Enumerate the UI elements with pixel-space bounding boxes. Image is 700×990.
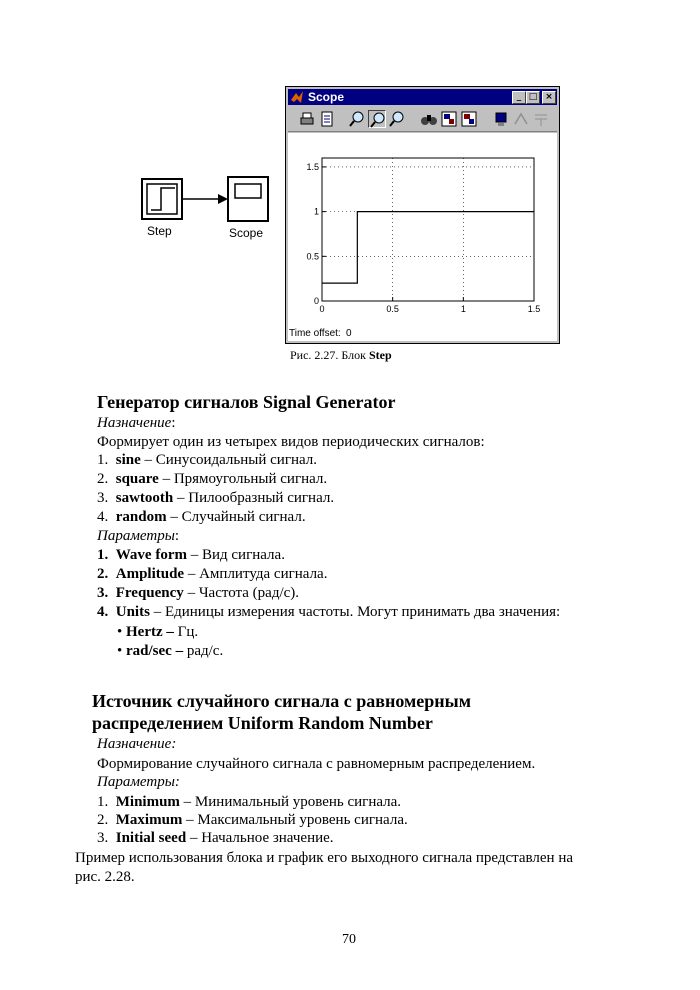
section1-title: Генератор сигналов Signal Generator <box>97 392 396 412</box>
list-item <box>97 566 327 583</box>
zoom-x-icon[interactable] <box>368 110 386 128</box>
list-desc: – Единицы измерения частоты. Могут принимать два значения: <box>149 604 561 620</box>
list-num: 3. <box>97 490 109 506</box>
section2-title-line2: распределением Uniform Random Number <box>92 713 433 733</box>
scope-chart <box>288 133 557 323</box>
section1-params-label <box>97 528 179 545</box>
minimize-button[interactable]: _ <box>512 91 526 104</box>
scope-window <box>285 86 560 344</box>
scope-label: Scope <box>229 226 264 240</box>
list-desc: – Случайный сигнал. <box>166 509 306 525</box>
list-item <box>97 452 317 469</box>
save-axes-icon[interactable] <box>440 110 458 128</box>
list-item <box>117 624 198 641</box>
close-button[interactable]: × <box>542 91 556 104</box>
x-tick-label: 1.5 <box>527 304 541 314</box>
section2-purpose-label: Назначение: <box>97 736 177 752</box>
params-icon[interactable] <box>318 110 336 128</box>
list-num: 4. <box>97 509 109 525</box>
restore-axes-icon[interactable] <box>460 110 478 128</box>
y-tick-label: 0.5 <box>306 251 319 262</box>
section2-params-label: Параметры: <box>97 774 180 790</box>
section2-purpose-text: Формирование случайного сигнала с равномерным распределением. <box>97 756 536 772</box>
list-item <box>97 547 285 564</box>
list-num: 1. <box>97 452 109 468</box>
autoscale-icon[interactable] <box>420 110 438 128</box>
list-item <box>97 812 408 829</box>
list-item <box>97 585 299 602</box>
list-term: sine <box>115 452 141 468</box>
scope-toolbar <box>288 107 557 132</box>
example-paragraph-line1: Пример использования блока и график его выходного сигнала представлен на <box>75 850 574 866</box>
section1-params-label-text: Параметры <box>97 528 175 544</box>
print-icon[interactable] <box>298 110 316 128</box>
list-term: square <box>115 471 159 487</box>
x-tick-label: 1 <box>460 304 466 314</box>
x-tick-label: 0.5 <box>386 304 399 314</box>
list-term: Wave form <box>115 547 187 563</box>
step-label: Step <box>147 224 172 238</box>
lock-axes-icon[interactable] <box>512 110 530 128</box>
list-term: random <box>115 509 167 525</box>
bullet: • <box>117 624 123 640</box>
list-desc: – Синусоидальный сигнал. <box>140 452 318 468</box>
plot-frame <box>322 158 534 301</box>
list-desc: – Прямоугольный сигнал. <box>158 471 328 487</box>
list-item <box>97 490 334 507</box>
y-tick-label: 0 <box>313 296 319 306</box>
section2-title-line1: Источник случайного сигнала с равномерным <box>92 691 471 711</box>
list-desc: – Минимальный уровень сигнала. <box>179 794 402 810</box>
list-item <box>97 509 306 526</box>
window-title: Scope <box>308 90 345 104</box>
scope-block[interactable] <box>227 176 269 222</box>
list-num: 4. <box>97 604 109 620</box>
list-num: 2. <box>97 812 109 828</box>
list-desc: – Амплитуда сигнала. <box>184 566 328 582</box>
x-tick-label: 0 <box>319 304 325 314</box>
zoom-icon[interactable] <box>348 110 366 128</box>
step-block[interactable] <box>141 178 183 220</box>
list-desc: – Частота (рад/с). <box>183 585 300 601</box>
list-item <box>117 643 223 660</box>
list-item <box>97 794 401 811</box>
page-number: 70 <box>342 932 356 947</box>
list-desc: – Вид сигнала. <box>186 547 285 563</box>
bullet: • <box>117 643 123 659</box>
list-term: Minimum <box>115 794 180 810</box>
list-term: Frequency <box>115 585 184 601</box>
list-num: 2. <box>97 471 109 487</box>
scope-plot-area <box>288 133 557 341</box>
maximize-button[interactable]: □ <box>526 91 540 104</box>
step-symbol-icon <box>143 180 181 218</box>
list-term: Units <box>115 604 150 620</box>
list-desc: – Начальное значение. <box>186 830 334 846</box>
time-offset-label: Time offset: <box>289 328 341 339</box>
scope-screen-icon <box>229 178 267 220</box>
y-tick-label: 1.5 <box>306 161 319 172</box>
figure-caption <box>290 348 392 363</box>
list-term: Amplitude <box>115 566 185 582</box>
list-num: 1. <box>97 547 109 563</box>
list-term: sawtooth <box>115 490 174 506</box>
list-term: Hertz – <box>126 624 174 640</box>
list-desc: – Максимальный уровень сигнала. <box>182 812 408 828</box>
list-num: 3. <box>97 585 109 601</box>
caption-bold: Step <box>368 348 392 362</box>
section1-purpose-label <box>97 415 176 432</box>
list-term: Initial seed <box>115 830 187 846</box>
floating-scope-icon[interactable] <box>492 110 510 128</box>
section1-purpose-label-text: Назначение <box>97 415 172 431</box>
caption-prefix: Рис. 2.27. Блок <box>290 348 369 362</box>
list-num: 1. <box>97 794 109 810</box>
list-item <box>97 830 334 847</box>
example-paragraph-line2: рис. 2.28. <box>75 869 135 885</box>
section1-params-colon: : <box>174 528 180 544</box>
matlab-logo-icon <box>291 91 303 103</box>
list-term: Maximum <box>115 812 183 828</box>
list-term: rad/sec – <box>126 643 184 659</box>
signal-selector-icon[interactable] <box>532 110 550 128</box>
zoom-y-icon[interactable] <box>388 110 406 128</box>
time-offset-value: 0 <box>346 328 352 339</box>
section1-purpose-text: Формирует один из четырех видов периодических сигналов: <box>97 434 485 450</box>
signal-line <box>182 193 232 205</box>
list-desc: рад/с. <box>183 643 224 659</box>
list-num: 3. <box>97 830 109 846</box>
list-item <box>97 471 327 488</box>
list-desc: Гц. <box>173 624 199 640</box>
section1-purpose-colon: : <box>171 415 176 431</box>
list-item <box>97 604 560 621</box>
list-num: 2. <box>97 566 109 582</box>
y-tick-label: 1 <box>313 206 319 217</box>
scope-titlebar[interactable] <box>288 89 557 105</box>
list-desc: – Пилообразный сигнал. <box>173 490 335 506</box>
